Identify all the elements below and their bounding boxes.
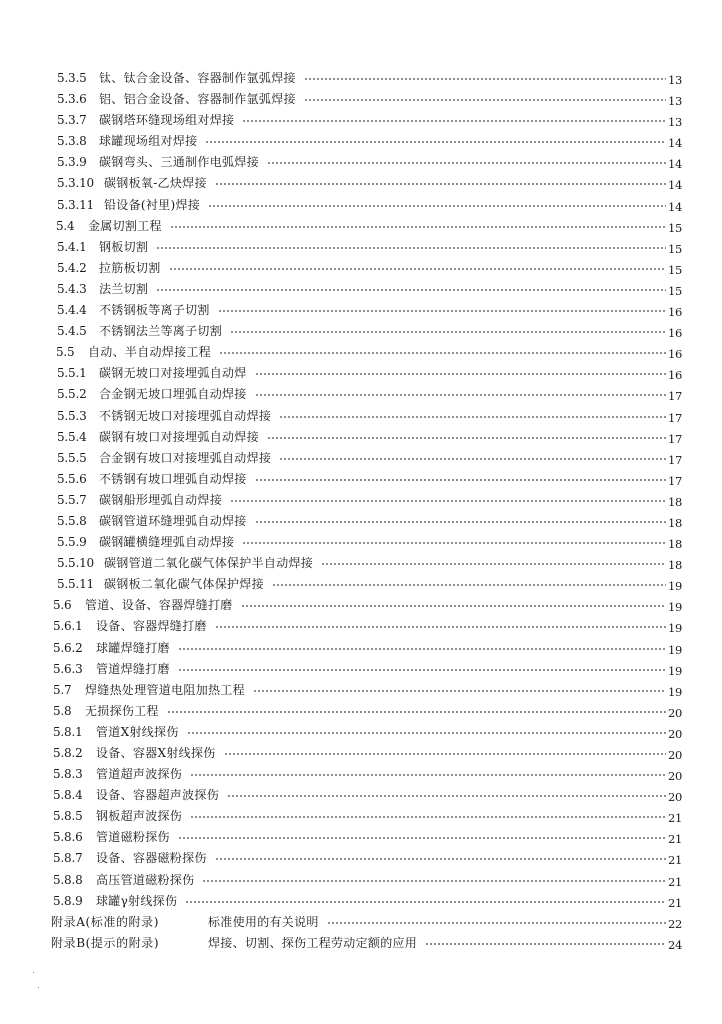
toc-entry [0,300,722,321]
toc-entry [0,490,722,511]
toc-entry [0,384,722,405]
toc-dot-leader [156,288,666,292]
toc-entry-number: 5.4 [56,218,75,233]
toc-entry-title: 碳钢有坡口对接埋弧自动焊接 [99,429,259,444]
toc-entry [0,891,722,912]
toc-entry-page: 13 [668,73,683,87]
toc-entry-page: 21 [668,874,683,889]
toc-entry-number: 5.8 [53,703,72,718]
toc-entry-number: 5.7 [53,682,72,697]
toc-entry-title: 碳钢无坡口对接埋弧自动焊 [99,366,247,381]
toc-entry [0,912,722,933]
toc-entry-page: 14 [668,136,683,151]
toc-entry-title: 球罐焊缝打磨 [96,640,170,655]
toc-dot-leader [255,372,666,376]
toc-entry [0,469,722,490]
toc-entry-page: 18 [668,515,683,530]
toc-dot-leader [241,604,666,608]
toc-entry [0,848,722,869]
toc-entry-number: 5.4.5 [57,324,87,339]
toc-entry-title: 碳钢板二氧化碳气体保护焊接 [104,577,264,592]
toc-entry-title: 碳钢管道二氧化碳气体保护半自动焊接 [104,556,314,571]
toc-entry-title: 钢板超声波探伤 [96,809,183,824]
toc-dot-leader [242,541,666,545]
toc-dot-leader [304,77,666,81]
toc-entry [0,342,722,363]
toc-entry-number: 5.5.10 [57,556,94,571]
toc-dot-leader [208,204,666,208]
toc-entry-number: 附录A(标准的附录) [51,914,160,929]
toc-entry [0,659,722,680]
toc-entry [0,827,722,848]
toc-entry-title: 无损探伤工程 [85,703,159,718]
toc-entry-page: 14 [668,178,683,193]
toc-entry [0,406,722,427]
toc-entry-page: 17 [668,452,683,467]
toc-entry-title: 管道X射线探伤 [96,724,179,739]
toc-entry-title: 焊缝热处理管道电阻加热工程 [85,682,245,697]
toc-entry-title: 不锈钢法兰等离子切割 [99,324,223,339]
toc-entry-page: 20 [668,769,683,784]
toc-entry [0,89,722,110]
toc-entry [0,532,722,553]
toc-entry [0,785,722,806]
toc-dot-leader [178,836,666,840]
toc-entry-page: 13 [668,94,683,109]
toc-entry-number: 5.6.3 [53,661,83,676]
toc-entry [0,173,722,194]
toc-entry-page: 15 [668,241,683,256]
toc-dot-leader [219,351,666,355]
toc-entry [0,743,722,764]
toc-entry [0,131,722,152]
toc-entry-title: 钛、钛合金设备、容器制作氩弧焊接 [99,71,296,85]
toc-entry-page: 18 [668,558,683,573]
toc-dot-leader [190,773,666,777]
toc-dot-leader [267,161,666,165]
toc-entry-title: 碳钢管道环缝埋弧自动焊接 [99,513,247,528]
toc-entry [0,110,722,131]
toc-entry [0,680,722,701]
toc-entry-title: 铅设备(衬里)焊接 [104,197,201,212]
toc-entry-number: 5.5.9 [57,535,87,550]
toc-entry-number: 5.8.9 [53,893,83,908]
toc-dot-leader [185,900,666,904]
toc-entry-title: 设备、容器超声波探伤 [96,788,220,803]
toc-entry-number: 5.3.9 [57,155,87,170]
toc-entry-title: 设备、容器磁粉探伤 [96,851,207,866]
toc-dot-leader [169,267,666,271]
toc-entry-number: 5.3.11 [57,197,94,212]
toc-entry-page: 15 [668,283,683,298]
toc-dot-leader [205,140,666,144]
toc-entry-number: 5.3.5 [57,71,87,85]
toc-entry-number: 5.5.4 [57,429,87,444]
toc-dot-leader [202,879,666,883]
toc-entry-title: 高压管道磁粉探伤 [96,872,195,887]
toc-entry-title: 碳钢塔环缝现场组对焊接 [99,113,235,128]
toc-dot-leader [230,330,666,334]
toc-entry-number: 5.6 [53,598,72,613]
toc-entry [0,574,722,595]
toc-entry-number: 5.5.3 [57,408,87,423]
toc-entry-page: 20 [668,748,683,762]
toc-entry-number: 5.8.8 [53,872,83,887]
toc-dot-leader [242,119,666,123]
table-of-contents [0,68,722,954]
toc-entry-title: 法兰切割 [99,281,149,296]
toc-entry-page: 19 [668,663,683,678]
toc-entry-page: 22 [668,916,683,931]
toc-entry-title: 管道超声波探伤 [96,767,183,782]
toc-entry-page: 14 [668,157,683,172]
toc-entry-title: 自动、半自动焊接工程 [88,345,212,360]
toc-entry-title: 不锈钢无坡口对接埋弧自动焊接 [99,408,272,423]
toc-entry-number: 5.8.2 [53,746,83,760]
toc-entry-number: 5.5.11 [57,577,94,592]
toc-entry-number: 5.5.8 [57,513,87,528]
toc-dot-leader [272,583,666,587]
toc-dot-leader [156,246,666,250]
toc-dot-leader [267,436,666,440]
toc-entry [0,237,722,258]
toc-entry-number: 5.6.1 [53,619,83,634]
toc-entry-page: 17 [668,389,683,404]
toc-dot-leader [187,731,666,735]
toc-entry-page: 17 [668,431,683,446]
toc-entry [0,638,722,659]
toc-entry [0,511,722,532]
toc-entry-number: 5.6.2 [53,640,83,655]
toc-entry [0,701,722,722]
toc-dot-leader [224,752,666,756]
toc-dot-leader [190,815,666,819]
toc-entry [0,933,722,954]
toc-entry-title: 管道、设备、容器焊缝打磨 [85,598,233,613]
toc-entry-page: 21 [668,832,683,847]
toc-entry [0,870,722,891]
toc-entry-page: 24 [668,937,683,952]
toc-entry-title: 碳钢罐横缝埋弧自动焊接 [99,535,235,550]
toc-dot-leader [253,689,666,693]
toc-entry-page: 16 [668,326,683,341]
toc-entry-page: 15 [668,262,683,277]
toc-dot-leader [425,942,666,946]
toc-entry-page: 20 [668,726,683,741]
toc-dot-leader [230,499,666,503]
toc-entry-page: 19 [668,642,683,657]
toc-entry-title: 碳钢弯头、三通制作电弧焊接 [99,155,259,170]
toc-entry [0,195,722,216]
toc-entry-title: 管道磁粉探伤 [96,830,170,845]
toc-entry-page: 21 [668,853,683,868]
toc-entry [0,216,722,237]
toc-entry-page: 19 [668,579,683,594]
toc-entry-number: 5.3.10 [57,176,94,191]
toc-entry-title: 碳钢船形埋弧自动焊接 [99,492,223,507]
toc-entry-title: 不锈钢板等离子切割 [99,303,210,318]
toc-entry-number: 5.8.5 [53,809,83,824]
toc-entry-page: 20 [668,705,683,720]
toc-entry-title: 铝、铝合金设备、容器制作氩弧焊接 [99,92,296,107]
toc-entry-title: 设备、容器X射线探伤 [96,746,216,760]
toc-entry-number: 5.5.1 [57,366,87,381]
toc-entry-page: 15 [668,220,683,235]
toc-dot-leader [178,668,666,672]
toc-dot-leader [215,857,666,861]
toc-entry-page: 19 [668,621,683,636]
toc-entry [0,595,722,616]
toc-entry-page: 20 [668,790,683,805]
toc-dot-leader [178,647,666,651]
toc-entry-page: 17 [668,410,683,425]
toc-entry-title: 钢板切割 [99,239,149,254]
scan-speck [33,972,34,973]
toc-entry-number: 5.4.2 [57,260,87,275]
toc-entry-page: 16 [668,347,683,362]
toc-entry-number: 5.5.6 [57,471,87,486]
toc-entry-number: 5.4.3 [57,281,87,296]
toc-entry [0,152,722,173]
toc-entry-title: 金属切割工程 [88,218,162,233]
toc-entry-number: 5.5 [56,345,75,360]
toc-entry-page: 19 [668,600,683,615]
toc-entry-title: 合金钢有坡口对接埋弧自动焊接 [99,450,272,465]
toc-entry-title: 合金钢无坡口埋弧自动焊接 [99,387,247,402]
toc-entry-page: 17 [668,473,683,488]
toc-entry-page: 13 [668,115,683,130]
toc-dot-leader [279,415,666,419]
toc-entry [0,722,722,743]
toc-entry [0,806,722,827]
toc-entry [0,553,722,574]
toc-entry-title: 球罐现场组对焊接 [99,134,198,149]
toc-entry-page: 19 [668,684,683,699]
toc-dot-leader [321,562,666,566]
toc-entry-number: 5.4.1 [57,239,87,254]
toc-entry [0,321,722,342]
toc-entry-number: 5.8.7 [53,851,83,866]
toc-entry-page: 21 [668,811,683,826]
toc-dot-leader [170,225,666,229]
toc-dot-leader [227,794,666,798]
toc-dot-leader [215,625,666,629]
toc-entry-page: 18 [668,537,683,552]
toc-entry-title: 焊接、切割、探伤工程劳动定额的应用 [208,935,418,950]
toc-entry-page: 21 [668,895,683,910]
toc-dot-leader [279,457,666,461]
toc-entry [0,616,722,637]
toc-entry-title: 标准使用的有关说明 [208,914,319,929]
toc-dot-leader [167,710,666,714]
toc-dot-leader [215,182,666,186]
toc-entry-number: 5.4.4 [57,303,87,318]
toc-entry-number: 5.5.2 [57,387,87,402]
toc-entry-page: 18 [668,494,683,509]
toc-entry-number: 5.8.3 [53,767,83,782]
toc-entry-number: 5.3.8 [57,134,87,149]
toc-entry [0,68,722,89]
toc-entry-title: 不锈钢有坡口埋弧自动焊接 [99,471,247,486]
toc-entry-number: 5.5.5 [57,450,87,465]
toc-entry-number: 5.8.1 [53,724,83,739]
toc-entry-number: 5.3.6 [57,92,87,107]
toc-entry-page: 16 [668,368,683,383]
toc-entry-page: 16 [668,305,683,320]
toc-dot-leader [255,478,666,482]
toc-dot-leader [327,921,666,925]
toc-entry-number: 5.8.4 [53,788,83,803]
scan-speck [38,987,39,988]
toc-entry-title: 管道焊缝打磨 [96,661,170,676]
toc-entry-number: 5.8.6 [53,830,83,845]
toc-entry [0,764,722,785]
toc-entry-title: 拉筋板切割 [99,260,161,275]
toc-dot-leader [218,309,666,313]
toc-entry-number: 附录B(提示的附录) [51,935,160,950]
toc-entry-title: 球罐γ射线探伤 [96,893,178,908]
toc-entry-title: 设备、容器焊缝打磨 [96,619,207,634]
toc-dot-leader [255,393,666,397]
toc-entry [0,427,722,448]
toc-entry-number: 5.3.7 [57,113,87,128]
toc-dot-leader [304,98,666,102]
toc-entry-title: 碳钢板氧-乙炔焊接 [104,176,207,191]
toc-entry [0,363,722,384]
toc-entry-page: 14 [668,199,683,214]
toc-entry [0,279,722,300]
toc-dot-leader [255,520,666,524]
toc-entry [0,258,722,279]
toc-entry [0,448,722,469]
toc-entry-number: 5.5.7 [57,492,87,507]
